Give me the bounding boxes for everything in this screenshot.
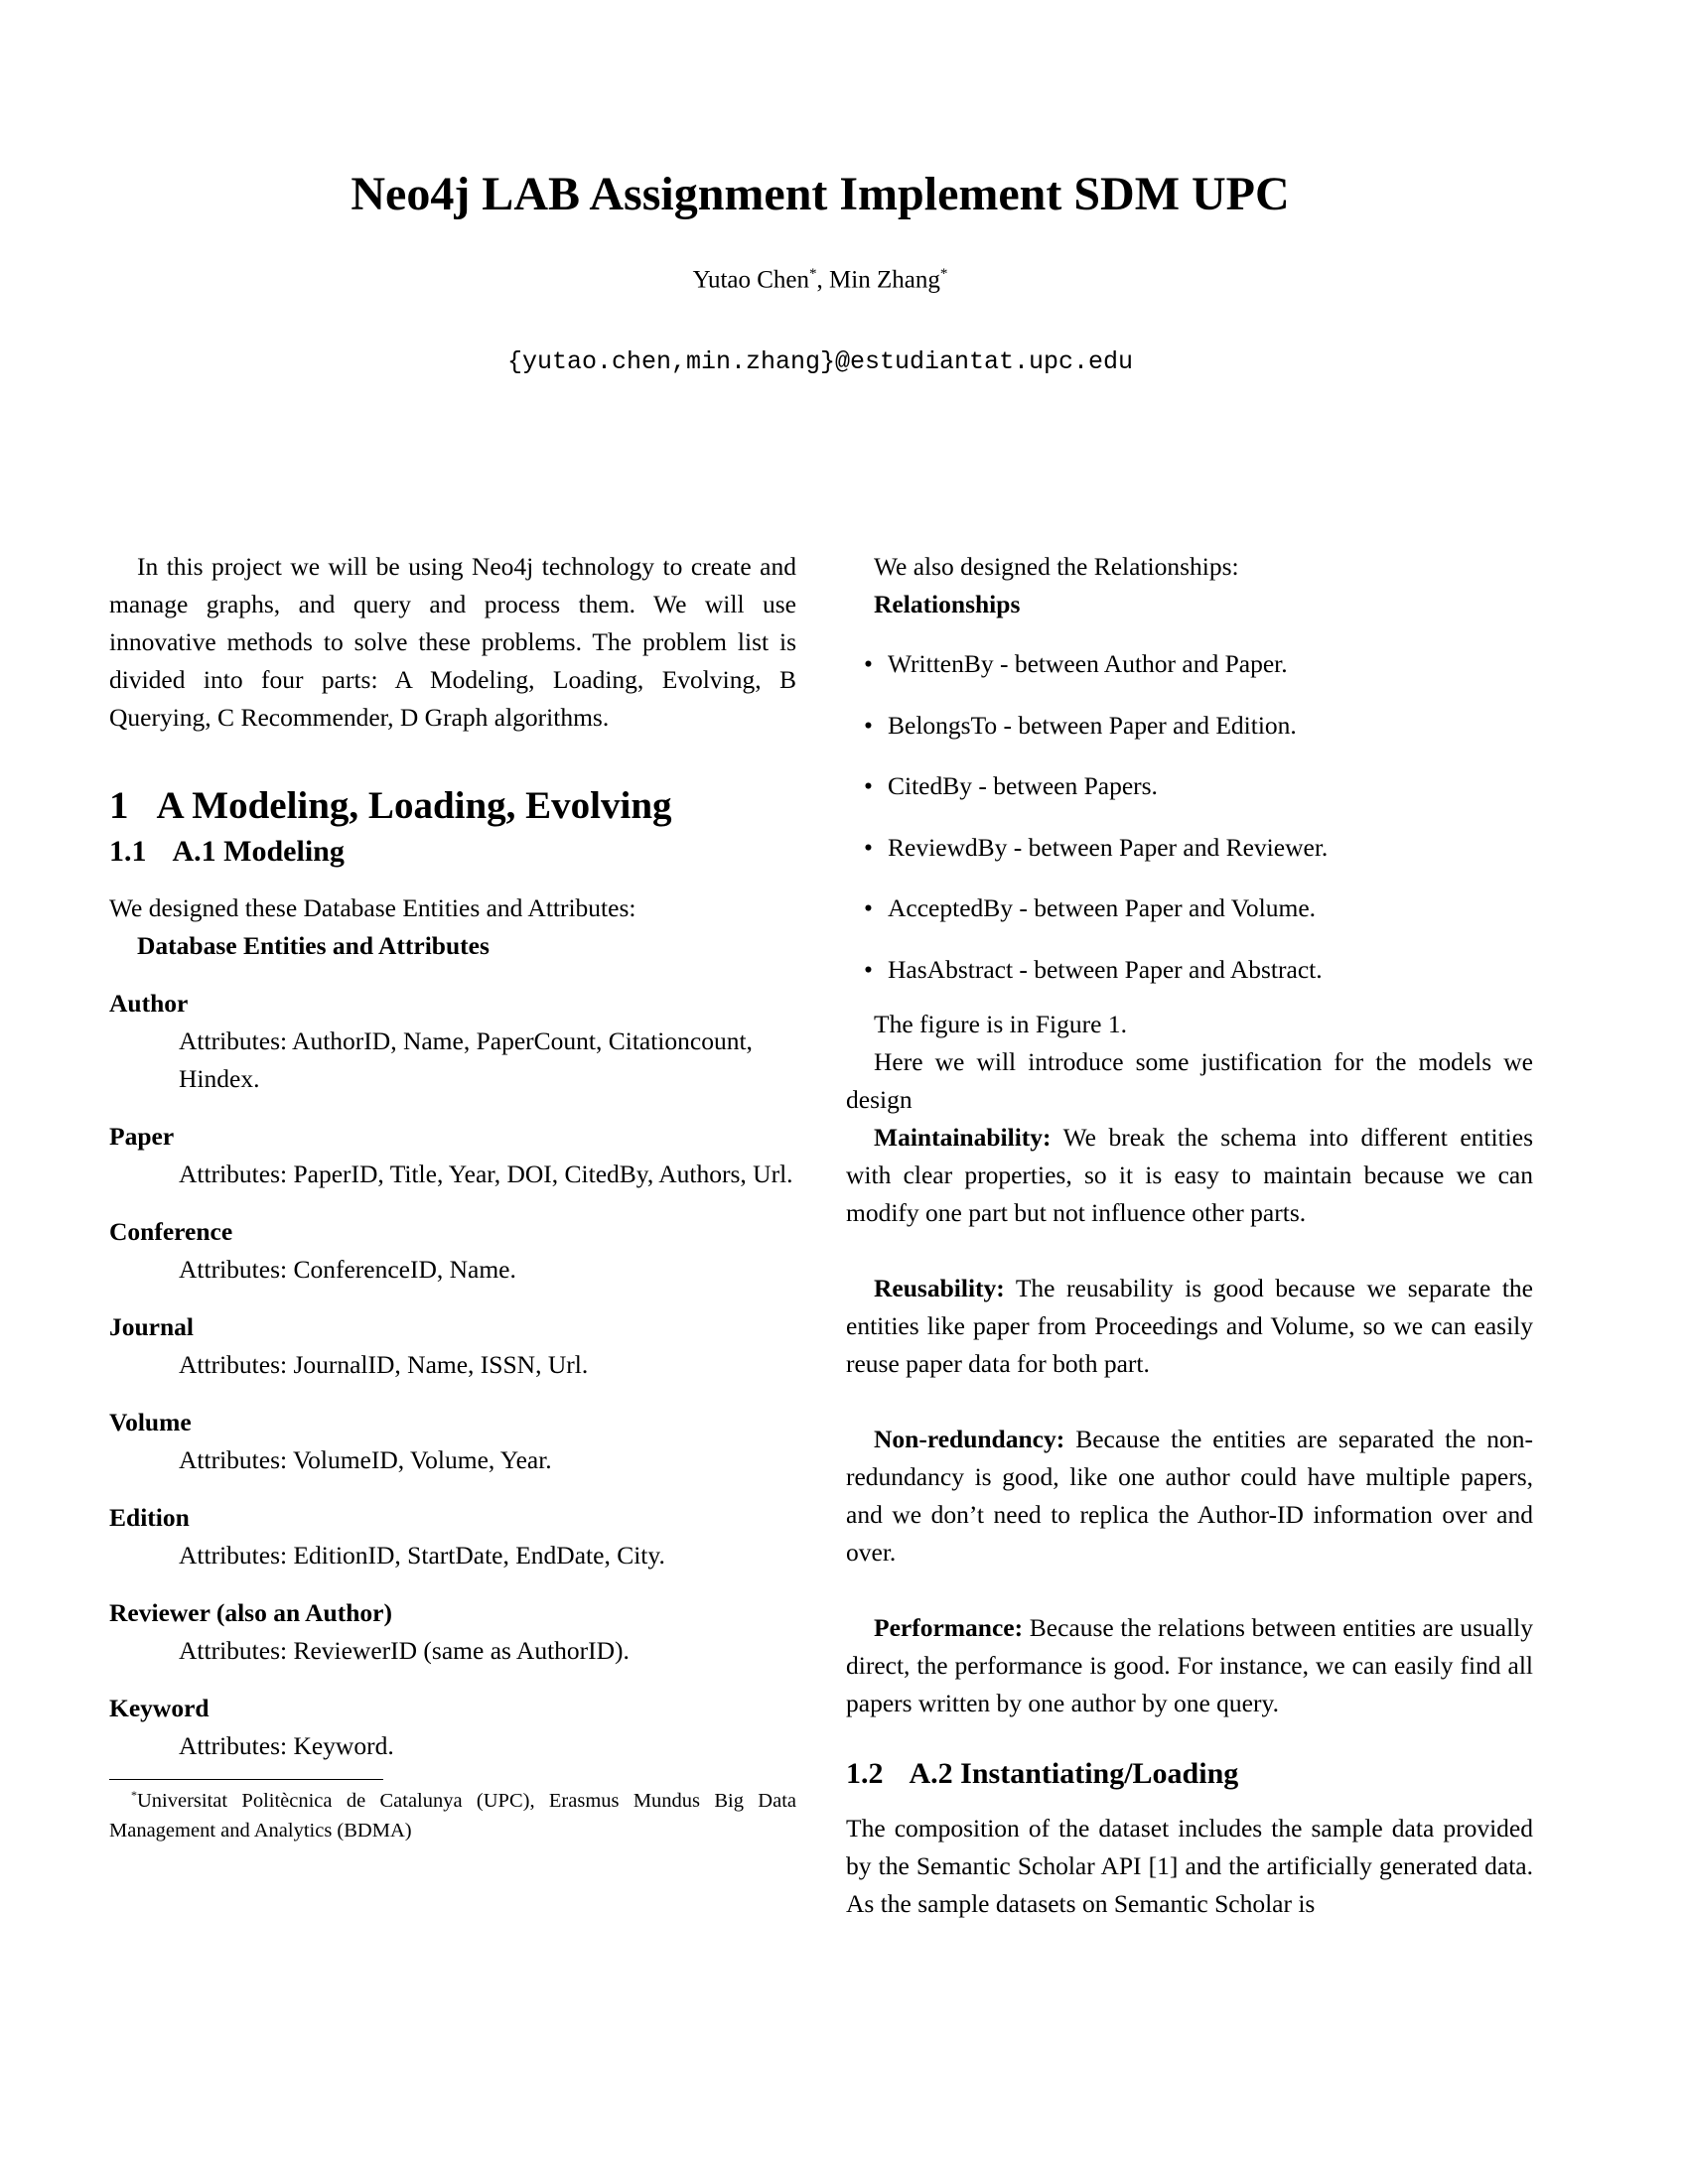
justification-label: Maintainability:	[874, 1123, 1052, 1152]
entity-attributes: Attributes: VolumeID, Volume, Year.	[179, 1445, 552, 1474]
entity-attributes: Attributes: AuthorID, Name, PaperCount, Citationcount, Hindex.	[179, 1026, 753, 1093]
author-name: Yutao Chen	[692, 266, 810, 294]
footnote-mark: *	[131, 1788, 137, 1802]
entity-attributes: Attributes: PaperID, Title, Year, DOI, CitedBy, Authors, Url.	[179, 1160, 793, 1188]
entity-attributes: Attributes: ConferenceID, Name.	[179, 1255, 516, 1284]
relationship-item: • AcceptedBy - between Paper and Volume.	[846, 889, 1533, 927]
entity-attributes: Attributes: JournalID, Name, ISSN, Url.	[179, 1350, 589, 1379]
section-heading	[109, 782, 796, 830]
left-column	[109, 548, 796, 1845]
justification-label: Reusability:	[874, 1274, 1005, 1302]
footnote-mark: *	[939, 266, 948, 282]
right-column	[846, 548, 1533, 1923]
entity-name: Edition	[109, 1503, 190, 1532]
entity-attributes: Attributes: EditionID, StartDate, EndDate, City.	[179, 1541, 665, 1570]
entity-list	[109, 985, 796, 1765]
entity-attributes: Attributes: Keyword.	[179, 1731, 394, 1760]
entity-name: Author	[109, 989, 189, 1018]
relationship-item: • WrittenBy - between Author and Paper.	[846, 645, 1533, 683]
paper-title: Neo4j LAB Assignment Implement SDM UPC	[351, 168, 1290, 220]
relationship-item: • ReviewdBy - between Paper and Reviewer.	[846, 829, 1533, 867]
justification-paragraph	[846, 1609, 1533, 1722]
justification-intro: Here we will introduce some justification for the models we design	[846, 1047, 1533, 1114]
author-name: Min Zhang	[829, 266, 940, 294]
entity-attributes: Attributes: ReviewerID (same as AuthorID).	[179, 1636, 630, 1665]
subsection-heading	[109, 832, 796, 872]
subsection-heading	[846, 1754, 1533, 1794]
subsection-title: A.1 Modeling	[172, 835, 345, 868]
subsection-title: A.2 Instantiating/Loading	[909, 1757, 1239, 1790]
footnote	[109, 1780, 796, 1845]
justification-text: The reusability is good because we separate the entities like paper from Proceedings and Volume, so we can easily reuse paper data for both part.	[846, 1274, 1533, 1378]
entity-item	[109, 1308, 796, 1384]
entities-intro: We designed these Database Entities and Attributes:	[109, 893, 636, 922]
entity-item	[109, 1594, 796, 1670]
relationship-item: • BelongsTo - between Paper and Edition.	[846, 707, 1533, 745]
entity-item	[109, 1404, 796, 1479]
intro-paragraph: In this project we will be using Neo4j technology to create and manage graphs, and query and process them. We will use innovative methods to solve these problems. The problem list is divided into four parts: A Modeling, Loading, Evolving, B Querying, C Recommender, D Graph algorithms.	[109, 552, 796, 732]
relationships-intro: We also designed the Relationships:	[874, 552, 1239, 581]
relationship-item: • CitedBy - between Papers.	[846, 767, 1533, 805]
justification-label: Performance:	[874, 1613, 1024, 1642]
justification-paragraph	[846, 1119, 1533, 1232]
relationship-list	[846, 645, 1533, 989]
figure-reference: The figure is in Figure 1.	[874, 1010, 1127, 1038]
entity-name: Volume	[109, 1408, 192, 1436]
justification-text: Because the entities are separated the non-redundancy is good, like one author could have multiple papers, and we don’t need to replica the Author-ID information over and over.	[846, 1425, 1533, 1567]
relationship-item: • HasAbstract - between Paper and Abstract.	[846, 951, 1533, 989]
relationships-heading: Relationships	[874, 590, 1021, 618]
entity-item	[109, 1118, 796, 1193]
author-email: {yutao.chen,min.zhang}@estudiantat.upc.edu	[506, 347, 1134, 376]
entity-item	[109, 1213, 796, 1289]
justification-text: Because the relations between entities are usually direct, the performance is good. For instance, we can easily find all papers written by one author by one query.	[846, 1613, 1534, 1717]
section-number: 1	[109, 784, 129, 827]
entity-name: Journal	[109, 1312, 195, 1341]
footnote-mark: *	[809, 266, 817, 282]
entity-item	[109, 1690, 796, 1765]
justification-paragraph	[846, 1421, 1533, 1571]
footnote-text: Universitat Politècnica de Catalunya (UPC), Erasmus Mundus Big Data Management and Analytics (BDMA)	[109, 1789, 796, 1842]
section-title: A Modeling, Loading, Evolving	[156, 784, 672, 827]
entity-item	[109, 1499, 796, 1574]
subsection-number: 1.1	[109, 835, 147, 868]
justification-text: We break the schema into different entities with clear properties, so it is easy to maintain because we can modify one part but not influence other parts.	[846, 1123, 1533, 1227]
entity-item	[109, 985, 796, 1098]
entity-name: Keyword	[109, 1694, 210, 1722]
entities-heading: Database Entities and Attributes	[137, 931, 490, 960]
entity-name: Reviewer (also an Author)	[109, 1598, 392, 1627]
justification-paragraph	[846, 1270, 1533, 1383]
entity-name: Paper	[109, 1122, 175, 1151]
loading-paragraph: The composition of the dataset includes the sample data provided by the Semantic Scholar API [1] and the artificially generated data. As the sample datasets on Semantic Scholar is	[846, 1814, 1533, 1918]
author-line: Yutao Chen*, Min Zhang*	[692, 266, 948, 294]
justification-label: Non-redundancy:	[874, 1425, 1065, 1453]
entity-name: Conference	[109, 1217, 233, 1246]
subsection-number: 1.2	[846, 1757, 884, 1790]
